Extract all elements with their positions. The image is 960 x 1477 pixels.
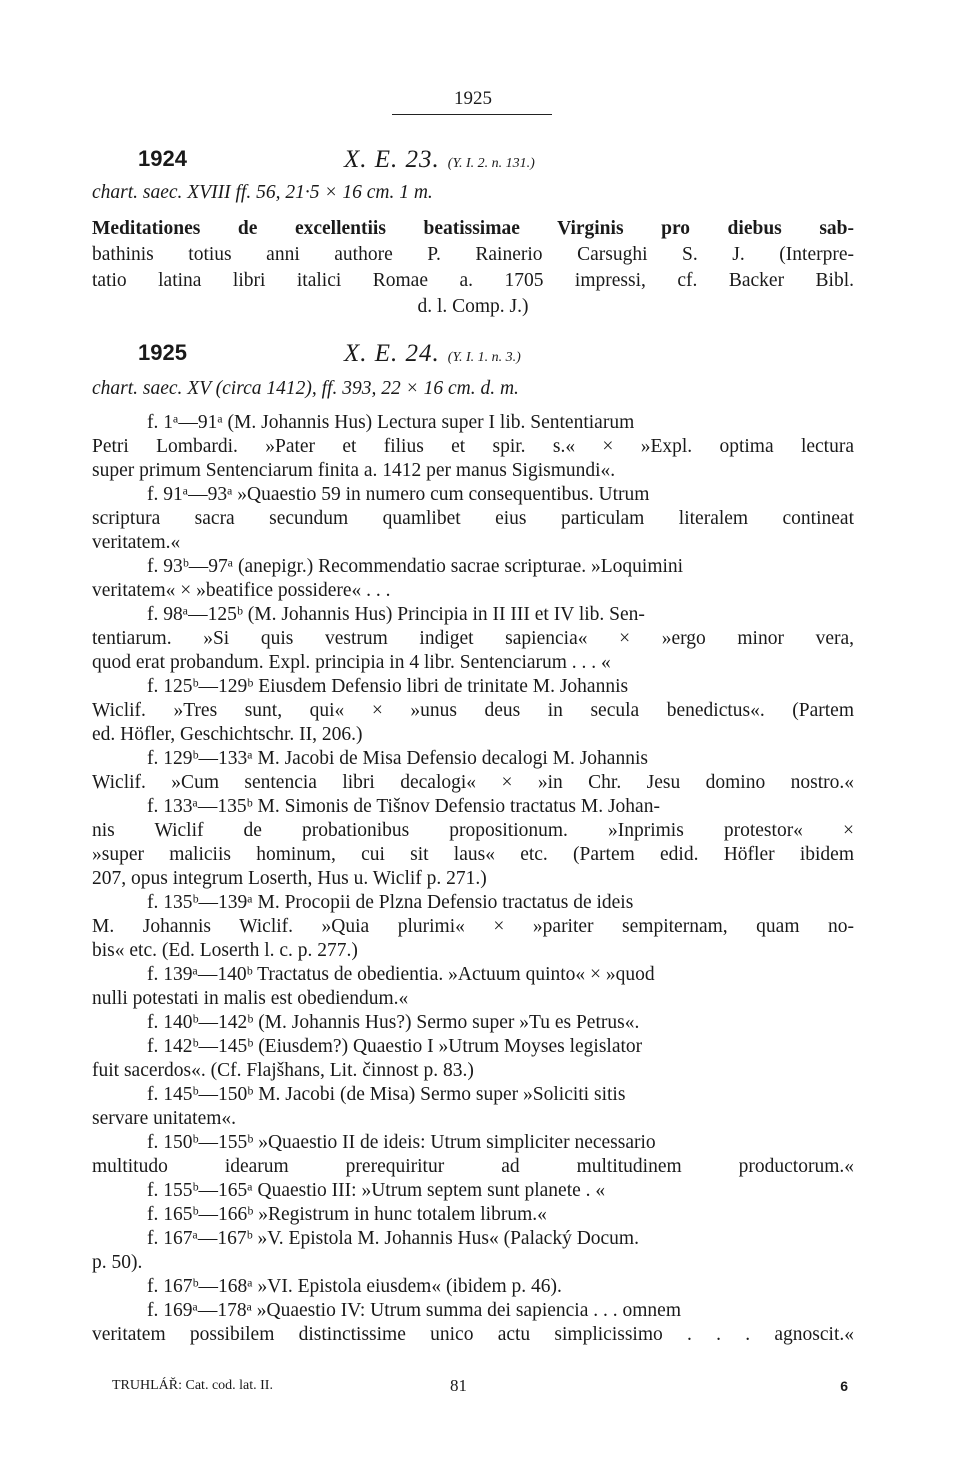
entry-line: f. 167ᵇ—168ᵃ »VI. Epistola eiusdem« (ibidem p. 46).: [147, 1276, 562, 1297]
entry-line: »super maliciis hominum, cui sit laus« etc. (Partem edid. Höfler ibidem: [92, 844, 854, 865]
entry-line: f. 93ᵇ—97ᵃ (anepigr.) Recommendatio sacrae scripturae. »Loquimini: [147, 556, 684, 577]
entry-line: f. 91ᵃ—93ᵃ »Quaestio 59 in numero cum consequentibus. Utrum: [147, 484, 650, 505]
entry-line: bathinis totius anni authore P. Rainerio Carsughi S. J. (Interpre-: [92, 244, 854, 265]
footer-citation: TRUHLÁŘ: Cat. cod. lat. II.: [112, 1378, 273, 1393]
entry-line: f. 145ᵇ—150ᵇ M. Jacobi (de Misa) Sermo super »Soliciti sitis: [147, 1084, 626, 1105]
entry-line: scriptura sacra secundum quamlibet eius particulam literalem contineat: [92, 508, 854, 529]
entry-line: quod erat probandum. Expl. principia in 4 libr. Sentenciarum . . . «: [92, 652, 611, 673]
entry-line: f. 155ᵇ—165ᵃ Quaestio III: »Utrum septem sunt planete . «: [147, 1180, 606, 1201]
entry-line: Wiclif. »Cum sentencia libri decalogi« × »in Chr. Jesu domino nostro.«: [92, 772, 854, 793]
entry-line: f. 150ᵇ—155ᵇ »Quaestio II de ideis: Utrum simpliciter necessario: [147, 1132, 656, 1153]
entry-line: multitudo idearum prerequiritur ad multitudinem productorum.«: [92, 1156, 854, 1177]
running-head-rule: [392, 114, 552, 115]
entry-line: nulli potestati in malis est obediendum.«: [92, 988, 409, 1009]
running-head-text: 1925: [454, 88, 492, 109]
entry-line: f. 129ᵇ—133ᵃ M. Jacobi de Misa Defensio decalogi M. Johannis: [147, 748, 648, 769]
entry-line: Wiclif. »Tres sunt, qui« × »unus deus in secula benedictus«. (Partem: [92, 700, 854, 721]
entry-header: [92, 340, 854, 374]
entry-line: M. Johannis Wiclif. »Quia plurimi« × »pariter sempiternam, quam no-: [92, 916, 854, 937]
page-footer: [92, 1376, 854, 1400]
entry-line: fuit sacerdos«. (Cf. Flajšhans, Lit. činnost p. 83.): [92, 1060, 474, 1081]
shelfmark: X. E. 24. (Y. I. 1. n. 3.): [344, 340, 521, 367]
old-signature: (Y. I. 2. n. 131.): [447, 156, 535, 171]
entry-line: f. 142ᵇ—145ᵇ (Eiusdem?) Quaestio I »Utrum Moyses legislator: [147, 1036, 643, 1057]
entry-line: bis« etc. (Ed. Loserth l. c. p. 277.): [92, 940, 358, 961]
entry-line: servare unitatem«.: [92, 1108, 237, 1129]
entry-line: f. 167ᵃ—167ᵇ »V. Epistola M. Johannis Hus« (Palacký Docum.: [147, 1228, 639, 1249]
page-number: 81: [450, 1376, 467, 1395]
entry-line: f. 135ᵇ—139ᵃ M. Procopii de Plzna Defensio tractatus de ideis: [147, 892, 634, 913]
entry-line: f. 125ᵇ—129ᵇ Eiusdem Defensio libri de trinitate M. Johannis: [147, 676, 629, 697]
entry-line: tatio latina libri italici Romae a. 1705 impressi, cf. Backer Bibl.: [92, 270, 854, 291]
entry-line: ed. Höfler, Geschichtschr. II, 206.): [92, 724, 363, 745]
entry-line: veritatem.«: [92, 532, 181, 553]
entry-line: f. 1ᵃ—91ᵃ (M. Johannis Hus) Lectura super I lib. Sententiarum: [147, 412, 635, 433]
entry-line: p. 50).: [92, 1252, 143, 1273]
entry-number: 1924: [138, 146, 187, 171]
entry-line: chart. saec. XVIII ff. 56, 21·5 × 16 cm. 1 m.: [92, 182, 433, 203]
entry-line: f. 165ᵇ—166ᵇ »Registrum in hunc totalem librum.«: [147, 1204, 547, 1225]
old-signature: (Y. I. 1. n. 3.): [447, 350, 521, 365]
entry-line: f. 169ᵃ—178ᵃ »Quaestio IV: Utrum summa dei sapiencia . . . omnem: [147, 1300, 681, 1321]
entry-number: 1925: [138, 340, 187, 365]
running-head: [92, 88, 854, 110]
entry-line: tentiarum. »Si quis vestrum indiget sapiencia« × »ergo minor vera,: [92, 628, 854, 649]
entry-line: nis Wiclif de probationibus propositionum. »Inprimis protestor« ×: [92, 820, 854, 841]
entry-line: Meditationes de excellentiis beatissimae Virginis pro diebus sab-: [92, 218, 854, 239]
entry-line: f. 140ᵇ—142ᵇ (M. Johannis Hus?) Sermo super »Tu es Petrus«.: [147, 1012, 640, 1033]
entry-line: 207, opus integrum Loserth, Hus u. Wiclif p. 271.): [92, 868, 487, 889]
entry-line: veritatem possibilem distinctissime unico actu simplicissimo . . . agnoscit.«: [92, 1324, 854, 1345]
signature-mark: 6: [840, 1378, 848, 1394]
entry-line: f. 98ᵃ—125ᵇ (M. Johannis Hus) Principia in II III et IV lib. Sen-: [147, 604, 645, 625]
shelfmark: X. E. 23. (Y. I. 2. n. 131.): [344, 146, 535, 173]
entry-line: f. 133ᵃ—135ᵇ M. Simonis de Tišnov Defensio tractatus M. Johan-: [147, 796, 660, 817]
entry-header: [92, 146, 854, 180]
entry-line: Petri Lombardi. »Pater et filius et spir. s.« × »Expl. optima lectura: [92, 436, 854, 457]
entry-line: f. 139ᵃ—140ᵇ Tractatus de obedientia. »Actuum quinto« × »quod: [147, 964, 655, 985]
entry-line: d. l. Comp. J.): [417, 296, 529, 317]
entry-line: chart. saec. XV (circa 1412), ff. 393, 22 × 16 cm. d. m.: [92, 378, 519, 399]
entry-line: veritatem« × »beatifice possidere« . . .: [92, 580, 391, 601]
entry-line: super primum Sentenciarum finita a. 1412 per manus Sigismundi«.: [92, 460, 616, 481]
